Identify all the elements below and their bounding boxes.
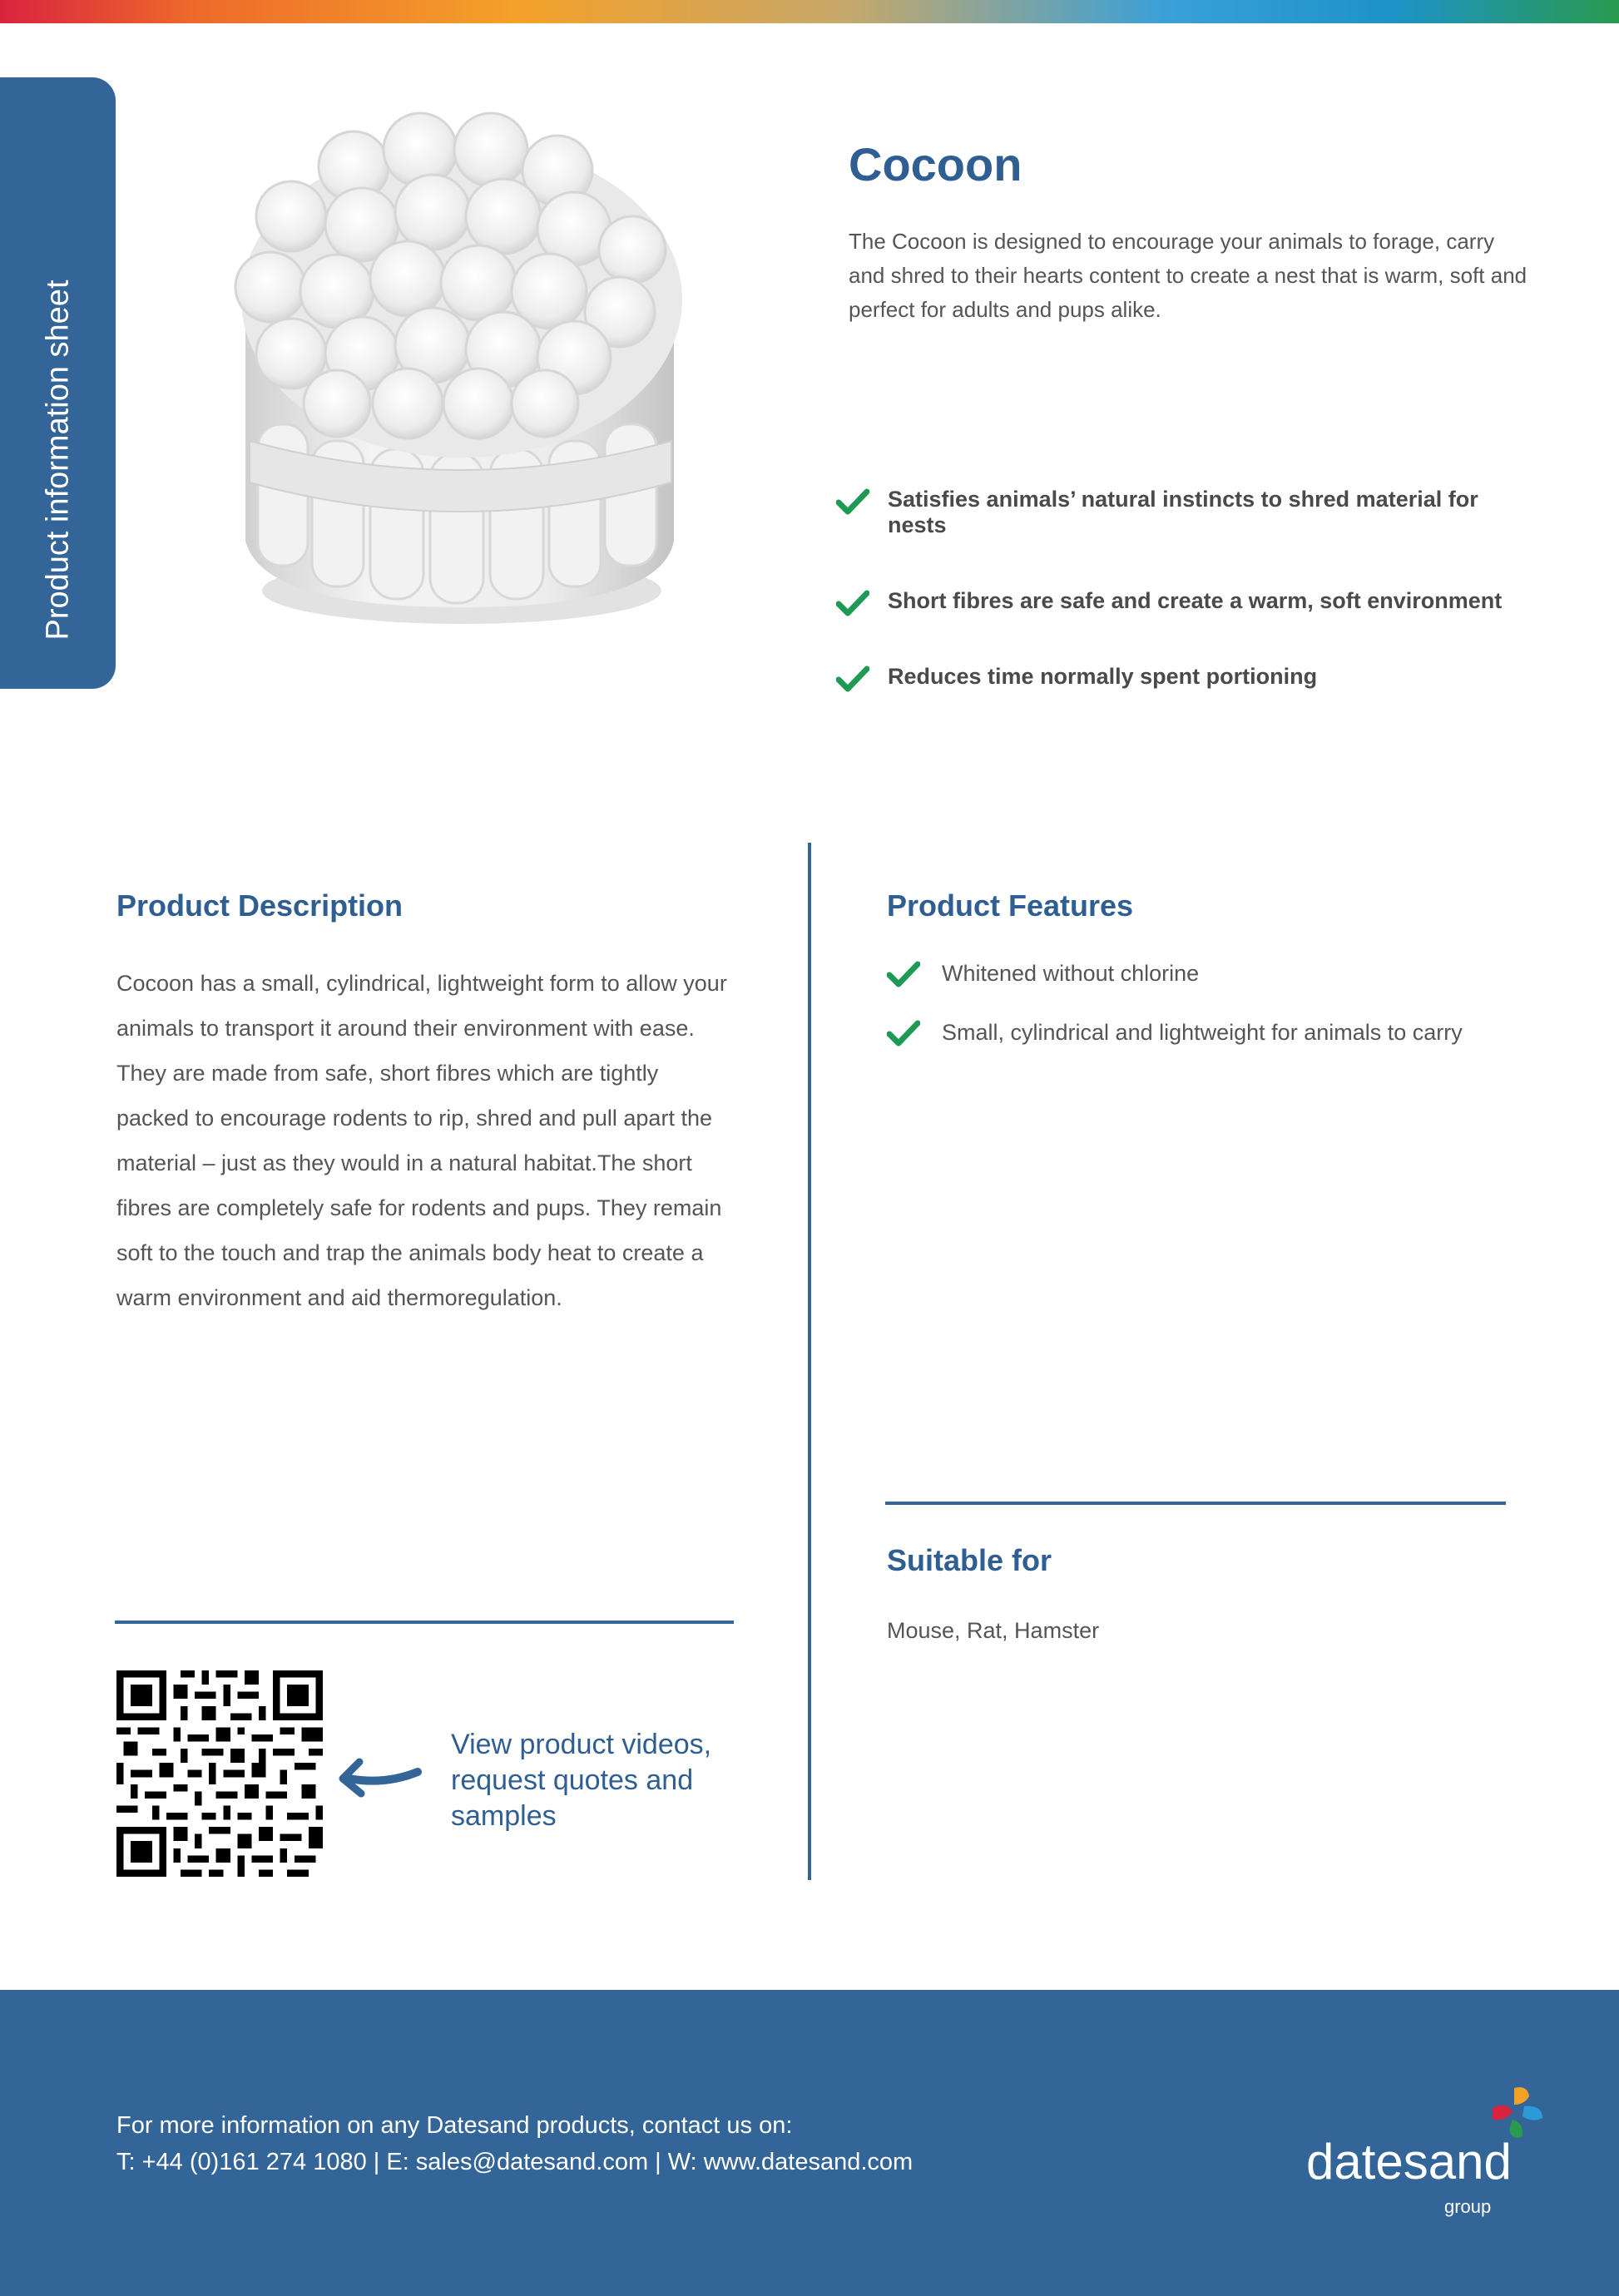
benefit-item: [836, 588, 1518, 614]
check-icon: [836, 590, 869, 616]
benefit-item: [836, 664, 1518, 690]
product-image: [212, 108, 695, 641]
suitable-divider: [885, 1502, 1506, 1505]
features-title: Product Features: [887, 888, 1134, 923]
benefit-text: Reduces time normally spent portioning: [888, 664, 1318, 689]
benefit-list: [836, 487, 1518, 740]
suitable-title: Suitable for: [887, 1543, 1052, 1577]
check-icon: [887, 961, 920, 987]
check-icon: [887, 1020, 920, 1047]
suitable-body: Mouse, Rat, Hamster: [887, 1618, 1100, 1643]
qr-caption: View product videos, request quotes and samples: [451, 1729, 712, 1832]
datesand-logo: [1306, 2081, 1556, 2223]
product-title: Cocoon: [849, 138, 1022, 191]
logo-sub: group: [1444, 2196, 1492, 2217]
check-icon: [836, 666, 869, 692]
benefit-item: [836, 487, 1518, 538]
qr-divider: [115, 1621, 734, 1624]
footer-contact-details: T: +44 (0)161 274 1080 | E: sales@datesand.com | W: www.datesand.com: [116, 2149, 913, 2175]
description-body: Cocoon has a small, cylindrical, lightweight form to allow your animals to transport it around their environment with ease. They are made from safe, short fibres which are tightly packed to encourage rodents to rip, shred and pull apart the material – just as they would in a natural habitat.The short fibres are completely safe for rodents and pups. They remain soft to the touch and trap the animals body heat to create a warm environment and aid thermoregulation.: [116, 971, 727, 1310]
description-title: Product Description: [116, 888, 404, 923]
feature-list: [887, 961, 1486, 1079]
vertical-divider: [808, 843, 811, 1880]
qr-code[interactable]: [116, 1670, 323, 1877]
feature-text: Whitened without chlorine: [942, 961, 1200, 986]
top-color-stripe: [0, 0, 1619, 23]
side-tab-label: Product information sheet: [40, 280, 76, 641]
product-intro: The Cocoon is designed to encourage your animals to forage, carry and shred to their hearts content to create a nest that is warm, soft and perfect for adults and pups alike.: [849, 229, 1527, 322]
side-tab: [0, 77, 116, 689]
logo-name: datesand: [1306, 2134, 1512, 2190]
check-icon: [836, 488, 869, 515]
arrow-left-icon: [334, 1754, 426, 1804]
footer: [0, 1990, 1619, 2296]
feature-item: [887, 1020, 1486, 1046]
feature-text: Small, cylindrical and lightweight for animals to carry: [942, 1020, 1463, 1045]
benefit-text: Satisfies animals’ natural instincts to shred material for nests: [888, 487, 1478, 537]
footer-contact-heading: For more information on any Datesand products, contact us on:: [116, 2112, 793, 2139]
feature-item: [887, 961, 1486, 987]
benefit-text: Short fibres are safe and create a warm, soft environment: [888, 588, 1503, 613]
